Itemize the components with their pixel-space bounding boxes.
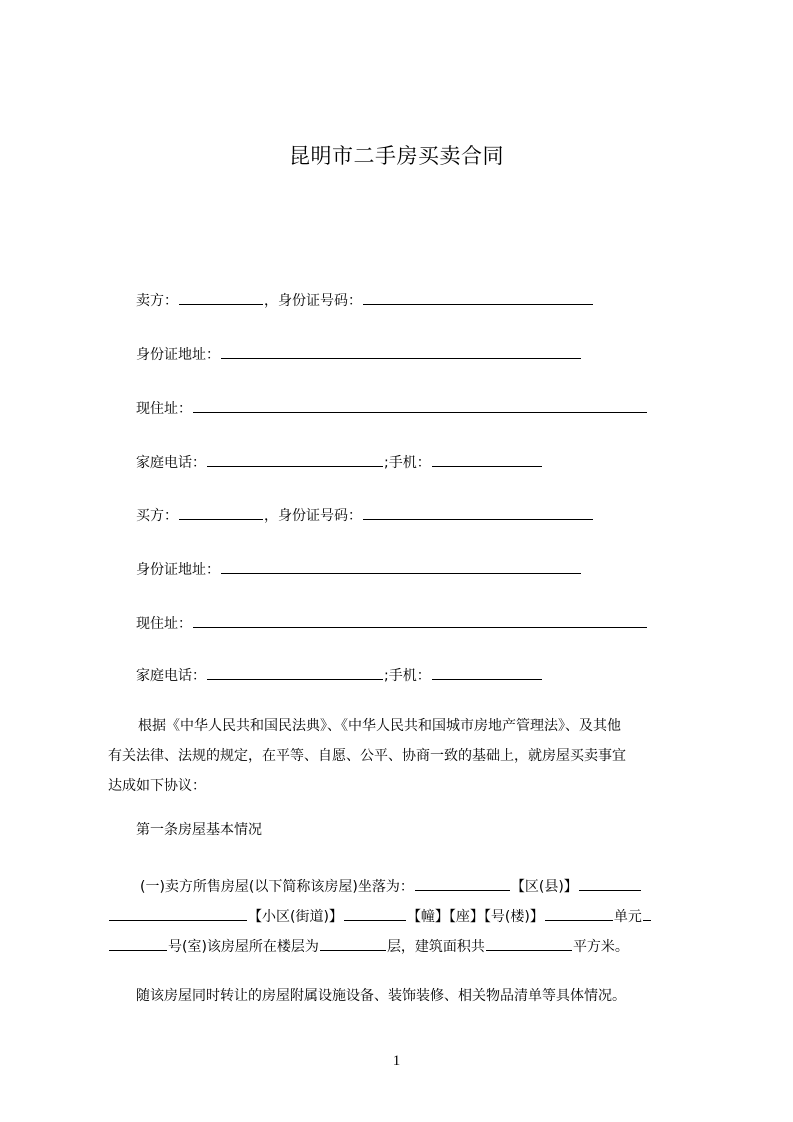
buyer-id-address-line — [136, 559, 582, 581]
seller-id-address-line — [136, 344, 582, 366]
buyer-mobile-blank — [432, 665, 542, 680]
buyer-home-phone-label: 家庭电话： — [136, 668, 206, 684]
item-1-line-1 — [108, 872, 703, 902]
seller-id-address-label: 身份证地址： — [136, 347, 220, 363]
seller-current-address-blank — [193, 398, 647, 413]
unit-label: 单元 — [613, 909, 642, 925]
buyer-id-blank — [363, 505, 593, 520]
seller-id-address-blank — [221, 344, 581, 359]
room-blank-end — [109, 936, 167, 951]
seller-id-label: ，身份证号码： — [264, 293, 362, 309]
buyer-home-phone-blank — [207, 665, 383, 680]
room-label: 号(室)该房屋所在楼层为 — [168, 939, 319, 955]
buyer-current-address-blank — [193, 613, 647, 628]
building-label: 【幢】【座】【号(楼)】 — [406, 909, 544, 925]
preamble-paragraph — [108, 711, 703, 801]
buyer-line — [136, 505, 594, 527]
buyer-id-label: ，身份证号码： — [264, 508, 362, 524]
page-number: 1 — [392, 1053, 401, 1069]
community-blank-start — [579, 876, 641, 891]
seller-home-phone-blank — [207, 452, 383, 467]
seller-id-blank — [363, 290, 593, 305]
buyer-phone-line — [136, 665, 543, 687]
preamble-line-3: 达成如下协议： — [108, 778, 206, 794]
area-blank — [486, 936, 572, 951]
article-1-heading: 第一条房屋基本情况 — [136, 822, 262, 838]
document-title: 昆明市二手房买卖合同 — [289, 144, 504, 168]
seller-name-blank — [179, 290, 263, 305]
buyer-current-address-label: 现住址： — [136, 616, 192, 632]
room-blank-start — [643, 906, 651, 921]
buyer-current-address-line — [136, 613, 648, 635]
buyer-id-address-blank — [221, 559, 581, 574]
floor-label: 层，建筑面积共 — [386, 939, 485, 955]
seller-label: 卖方： — [136, 293, 178, 309]
seller-line — [136, 290, 594, 312]
seller-current-address-label: 现住址： — [136, 401, 192, 417]
seller-phone-line — [136, 452, 543, 474]
district-label: 【区(县)】 — [510, 879, 578, 895]
buyer-mobile-label: ;手机： — [384, 668, 431, 684]
building-blank — [344, 906, 406, 921]
community-label: 【小区(街道)】 — [248, 909, 343, 925]
buyer-id-address-label: 身份证地址： — [136, 562, 220, 578]
preamble-line-1: 根据《中华人民共和国民法典》、《中华人民共和国城市房地产管理法》、及其他 — [138, 718, 621, 734]
unit-blank — [545, 906, 613, 921]
district-blank — [415, 876, 510, 891]
item-1-line-2 — [108, 902, 703, 932]
buyer-label: 买方： — [136, 508, 178, 524]
seller-current-address-line — [136, 398, 648, 420]
community-blank-end — [109, 906, 247, 921]
buyer-name-blank — [179, 505, 263, 520]
seller-mobile-label: ;手机： — [384, 455, 431, 471]
area-unit-label: 平方米。 — [572, 939, 629, 955]
seller-home-phone-label: 家庭电话： — [136, 455, 206, 471]
floor-blank — [320, 936, 386, 951]
item-1-line-3 — [108, 932, 703, 962]
preamble-line-2: 有关法律、法规的规定，在平等、自愿、公平、协商一致的基础上，就房屋买卖事宜 — [108, 748, 626, 764]
attachment-note: 随该房屋同时转让的房屋附属设施设备、装饰装修、相关物品清单等具体情况。 — [136, 988, 626, 1004]
item-1-location-label: (一)卖方所售房屋(以下简称该房屋)坐落为： — [140, 879, 414, 895]
article-1-item-1 — [108, 872, 703, 962]
seller-mobile-blank — [432, 452, 542, 467]
